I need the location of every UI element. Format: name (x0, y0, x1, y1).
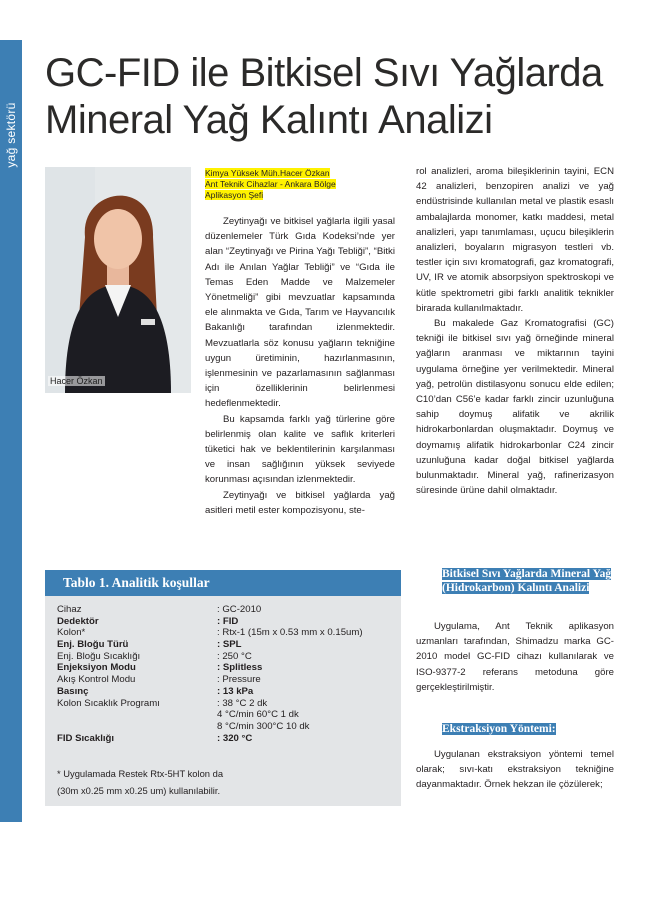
row-label: Basınç (57, 685, 89, 697)
table-row (57, 627, 397, 639)
section-heading: Ekstraksiyon Yöntemi: (442, 723, 556, 735)
section-label: yağ sektörü (4, 102, 18, 168)
author-line: Kimya Yüksek Müh.Hacer Özkan (205, 168, 330, 178)
row-value: : 250 °C (217, 650, 252, 662)
author-line: Aplikasyon Şefi (205, 190, 264, 200)
table-header (45, 570, 401, 596)
paragraph: Uygulama, Ant Teknik aplikasyon uzmanları tarafından, Shimadzu marka GC-2010 model GC-FID cihazı kullanılarak ve ISO-9377-2 referans metoduna göre gerçekleştirilmiştir. (416, 621, 614, 693)
table-row (57, 709, 397, 721)
table-row (57, 616, 397, 628)
table-row (57, 674, 397, 686)
table-row (57, 639, 397, 651)
paragraph: Uygulanan ekstraksiyon yöntemi temel olarak; sıvı-katı ekstraksiyon tekniğine dayanmaktadır. Örnek hekzan ile çözülerek; (416, 749, 614, 791)
photo-caption: Hacer Özkan (50, 376, 103, 386)
row-value: 4 °C/min 60°C 1 dk (217, 709, 299, 721)
column-4 (416, 747, 614, 793)
portrait-image (45, 167, 191, 393)
row-value: : FID (217, 615, 239, 627)
column-1 (205, 214, 395, 518)
row-label: Kolon* (57, 627, 86, 639)
paragraph: Zeytinyağı ve bitkisel yağlarda yağ asitleri metil ester kompozisyonu, ste- (205, 489, 395, 516)
row-value: : SPL (217, 639, 242, 651)
table-row (57, 698, 397, 710)
row-value: 8 °C/min 300°C 10 dk (217, 720, 310, 732)
analysis-conditions-table (45, 570, 401, 806)
table-row (57, 721, 397, 733)
table-row (57, 686, 397, 698)
column-3 (416, 619, 614, 695)
paragraph: Bu makalede Gaz Kromatografisi (GC) tekniği ile bitkisel sıvı yağ örneğinde mineral yağların aranması ve miktarının tayini uygulama örneğine yer verilmektedir. Mineral yağ, petrolün distilasyonu sonucu elde edilen; C10’dan C56’e kadar farklı zincir uzunluğuna sahip doymuş alifatik ve akrilik hidrokarbonlardan oluşmaktadır. Doymuş ve doymamış alifatik hidrokarbonlar C24 zincir uzunluğuna kadar doğal bitkisel yağlarda bulunmaktadır. Mineral yağ, rafinerizasyon süresinde ürüne dahil olmaktadır. (416, 318, 614, 497)
table-body (57, 604, 397, 744)
author-info (205, 168, 395, 201)
footnote-line: (30m x0.25 mm x0.25 um) kullanılabilir. (57, 785, 221, 796)
table-row (57, 733, 397, 745)
row-label: Cihaz (57, 604, 82, 615)
row-label: Kolon Sıcaklık Programı (57, 697, 160, 709)
row-value: : 38 °C 2 dk (217, 697, 268, 709)
table-row (57, 651, 397, 663)
table-row (57, 662, 397, 674)
row-label: Enj. Bloğu Türü (57, 639, 129, 651)
row-value: : GC-2010 (217, 604, 262, 615)
column-2 (416, 164, 614, 498)
row-value: : Rtx-1 (15m x 0.53 mm x 0.15um) (217, 627, 363, 639)
row-value: : Pressure (217, 674, 261, 686)
article-title: GC-FID ile Bitkisel Sıvı Yağlarda Mineral Yağ Kalıntı Analizi (45, 51, 603, 142)
paragraph: rol analizleri, aroma bileşiklerinin tayini, ECN 42 analizleri, benzopiren analizi ve yağ endüstrisinde kullanılan metal ve plastik esaslı ambalajlarda monomer, katkı maddesi, metal analizleri, yapı tanımlaması, uçucu bileşiklerin analizleri, boyaların migrasyon testleri vb. testler için sıvı kromatografi, gaz kromatografi, UV, IR ve atomik absorpsiyon spektroskopi ve kütle spektrometri gibi farklı analitik teknikler birarada kullanılmaktadır. (416, 166, 614, 314)
row-label: Akış Kontrol Modu (57, 674, 136, 686)
table-row (57, 604, 397, 616)
row-value: : Splitless (217, 662, 263, 674)
row-label: Enjeksiyon Modu (57, 662, 136, 674)
row-value: : 320 °C (217, 732, 253, 744)
author-photo (45, 167, 191, 393)
paragraph: Bu kapsamda farklı yağ türlerine göre belirlenmiş olan kalite ve saflık kriterleri tüketici hak ve beklentilerinin karşılanması ve insan sağlığının yüksek seviyede korunması açısından izlenmektedir. (205, 413, 395, 486)
row-label: Dedektör (57, 615, 99, 627)
footnote-line: * Uygulamada Restek Rtx-5HT kolon da (57, 768, 224, 779)
row-label: FID Sıcaklığı (57, 732, 115, 744)
paragraph: Zeytinyağı ve bitkisel yağlarla ilgili yasal düzenlemeler Türk Gıda Kodeksi’nde yer alan “Zeytinyağı ve Pirina Yağı Tebliği”, “Bitki Adı ile Anılan Yağlar Tebliği” ve “Gıda ile Temas Eden Madde ve Malzemeler Yönetmeliği” gibi mevzuatlar kapsamında ele alınmakta ve Gıda, Tarım ve Hayvancılık Bakanlığı tarafından izlenmektedir. Mevzuatlarla söz konusu yağların tekniğine uygun üretiminin, hazırlanmasının, işlenmesinin ve pazarlamasının sağlanması için özelliklerinin belirlenmesi hedeflenmektedir. (205, 216, 395, 410)
row-label: Enj. Bloğu Sıcaklığı (57, 650, 141, 662)
author-line: Ant Teknik Cihazlar - Ankara Bölge (205, 179, 336, 189)
section-heading: Bitkisel Sıvı Yağlarda Mineral Yağ (Hidrokarbon) Kalıntı Analizi (442, 568, 612, 594)
row-value: : 13 kPa (217, 685, 254, 697)
table-footnote (57, 765, 387, 799)
table-title: Tablo 1. Analitik koşullar (63, 575, 210, 590)
